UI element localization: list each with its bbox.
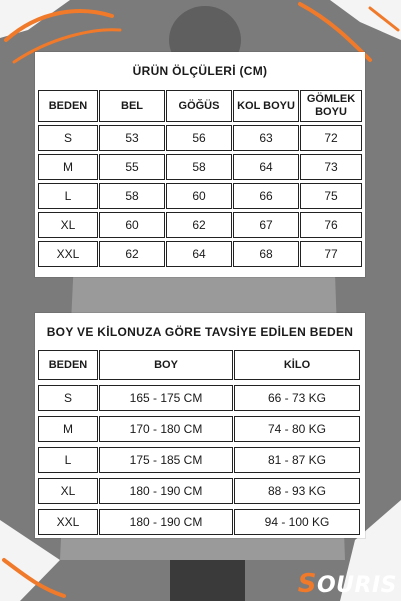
table-row: [38, 447, 362, 473]
table-cell: 175 - 185 CM: [99, 447, 233, 473]
size-recommendation-table: [38, 350, 362, 540]
column-header: KOL BOYU: [233, 90, 299, 122]
product-measurements-table: [38, 90, 362, 270]
table-cell: 81 - 87 KG: [234, 447, 360, 473]
table-cell: 94 - 100 KG: [234, 509, 360, 535]
table-cell: 67: [233, 212, 299, 238]
table-cell: 76: [300, 212, 362, 238]
column-header: GÖMLEK BOYU: [300, 90, 362, 122]
table-row: [38, 509, 362, 535]
table-cell: 72: [300, 125, 362, 151]
table-cell: S: [38, 385, 98, 411]
table-cell: 64: [166, 241, 232, 267]
table-cell: 55: [99, 154, 165, 180]
table-cell: XL: [38, 478, 98, 504]
table-header-row: [38, 350, 362, 380]
table-cell: L: [38, 183, 98, 209]
table-cell: 58: [99, 183, 165, 209]
table-cell: 66: [233, 183, 299, 209]
logo-initial: S: [297, 569, 317, 599]
table-cell: 62: [166, 212, 232, 238]
table-cell: L: [38, 447, 98, 473]
table-row: [38, 154, 362, 180]
table-cell: S: [38, 125, 98, 151]
table-cell: 73: [300, 154, 362, 180]
table-cell: 75: [300, 183, 362, 209]
table-cell: 180 - 190 CM: [99, 478, 233, 504]
logo-rest: OURIS: [316, 573, 397, 598]
size-recommendation-panel: [35, 313, 365, 538]
table-cell: 64: [233, 154, 299, 180]
column-header: BOY: [99, 350, 233, 380]
table-cell: 165 - 175 CM: [99, 385, 233, 411]
table-cell: 74 - 80 KG: [234, 416, 360, 442]
table-cell: 77: [300, 241, 362, 267]
table-cell: 62: [99, 241, 165, 267]
table-cell: XL: [38, 212, 98, 238]
table-row: [38, 241, 362, 267]
table-cell: 88 - 93 KG: [234, 478, 360, 504]
table-header-row: [38, 90, 362, 122]
table-cell: 58: [166, 154, 232, 180]
table-cell: 170 - 180 CM: [99, 416, 233, 442]
column-header: KİLO: [234, 350, 360, 380]
table-cell: 60: [99, 212, 165, 238]
column-header: BEL: [99, 90, 165, 122]
table-row: [38, 385, 362, 411]
table-row: [38, 478, 362, 504]
table-row: [38, 125, 362, 151]
product-measurements-title: ÜRÜN ÖLÇÜLERİ (CM): [132, 64, 268, 78]
table-cell: 63: [233, 125, 299, 151]
table-cell: 180 - 190 CM: [99, 509, 233, 535]
column-header: GÖĞÜS: [166, 90, 232, 122]
table-row: [38, 416, 362, 442]
table-cell: 66 - 73 KG: [234, 385, 360, 411]
table-cell: XXL: [38, 509, 98, 535]
brand-logo: [298, 569, 397, 599]
table-cell: M: [38, 154, 98, 180]
table-cell: 53: [99, 125, 165, 151]
column-header: BEDEN: [38, 350, 98, 380]
product-measurements-panel: [35, 52, 365, 277]
table-row: [38, 183, 362, 209]
table-row: [38, 212, 362, 238]
table-cell: 68: [233, 241, 299, 267]
table-cell: 56: [166, 125, 232, 151]
table-cell: 60: [166, 183, 232, 209]
size-recommendation-title: BOY VE KİLONUZA GÖRE TAVSİYE EDİLEN BEDEN: [46, 325, 354, 339]
table-cell: M: [38, 416, 98, 442]
column-header: BEDEN: [38, 90, 98, 122]
table-cell: XXL: [38, 241, 98, 267]
